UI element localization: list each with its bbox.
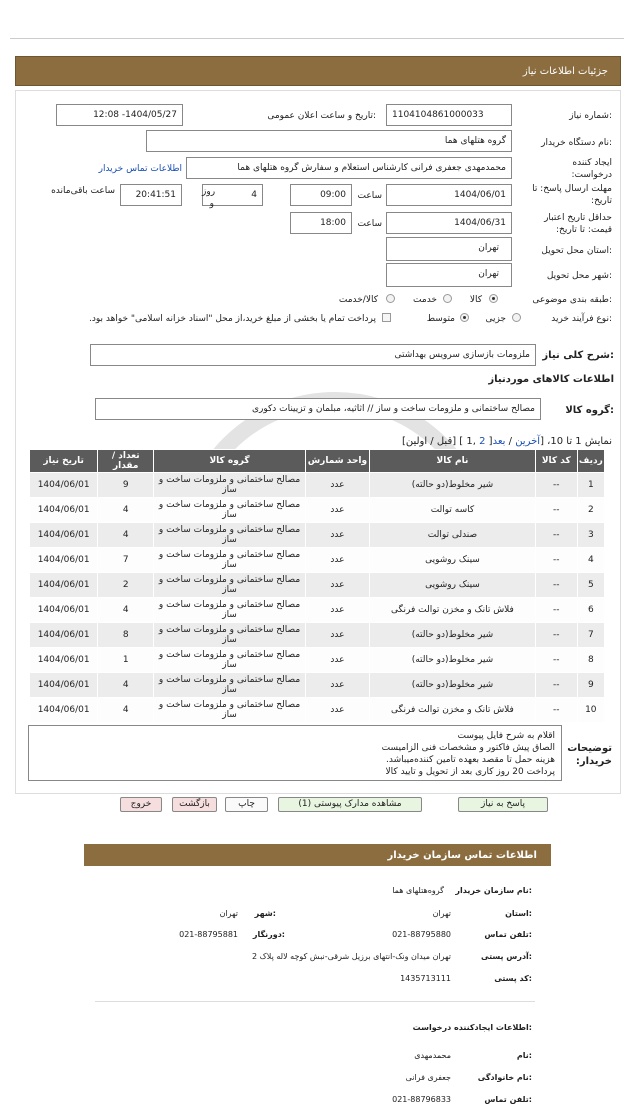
table-row [30,648,605,673]
announce-label: تاریخ و ساعت اعلان عمومی: [267,111,376,121]
item-date-cell: 1404/06/01 [30,648,98,673]
item-code-cell: -- [535,698,577,723]
item-qty-cell: 9 [98,473,154,498]
process-radio-medium[interactable] [460,313,469,322]
pagination-page2-link[interactable]: 2 [479,436,486,447]
validity-label: حداقل تاریخ اعتبار قیمت: تا تاریخ: [544,213,612,235]
pagination-last-link[interactable]: آخرین [515,436,541,447]
item-group-cell: مصالح ساختمانی و ملزومات ساخت و ساز [154,648,306,673]
item-name-cell: سینک روشویی [370,548,536,573]
item-code-cell: -- [535,473,577,498]
goods-group-label: گروه کالا: [565,405,614,416]
contact-phone-value: 021-88795880 [392,930,451,939]
province-field: تهران [386,237,512,261]
item-date-cell: 1404/06/01 [30,498,98,523]
item-code-cell: -- [535,648,577,673]
item-date-cell: 1404/06/01 [30,698,98,723]
item-code-cell: -- [535,673,577,698]
buyer-note-line: پرداخت 20 روز کاری بعد از تحویل و تایید کالا [385,767,555,777]
items-table-header [30,450,605,473]
print-button[interactable]: چاپ [225,797,268,812]
process-label: نوع فرآیند خرید: [551,314,612,324]
row-number-cell: 9 [577,673,604,698]
process-option-minor: جزیی [485,314,506,324]
row-number-cell: 1 [577,473,604,498]
province-label: استان محل تحویل: [541,246,612,256]
item-unit-cell: عدد [305,523,369,548]
item-name-cell: فلاش تانک و مخزن توالت فرنگی [370,598,536,623]
item-name-cell: کاسه توالت [370,498,536,523]
item-code-cell: -- [535,598,577,623]
city-label: شهر محل تحویل: [546,271,612,281]
category-option-service: خدمت [413,295,437,305]
deadline-date-field: 1404/06/01 [386,184,512,206]
item-group-cell: مصالح ساختمانی و ملزومات ساخت و ساز [154,698,306,723]
creator-info-title: اطلاعات ایجادکننده درخواست: [412,1023,532,1032]
item-unit-cell: عدد [305,623,369,648]
item-qty-cell: 2 [98,573,154,598]
goods-info-title: اطلاعات کالاهای موردنیاز [488,374,614,385]
item-code-cell: -- [535,623,577,648]
item-group-cell: مصالح ساختمانی و ملزومات ساخت و ساز [154,523,306,548]
item-code-cell: -- [535,548,577,573]
contact-phone-label: تلفن تماس: [484,930,532,939]
attachments-button[interactable]: مشاهده مدارک پیوستی (1) [278,797,422,812]
row-number-cell: 6 [577,598,604,623]
item-qty-cell: 4 [98,698,154,723]
col-code: کد کالا [535,450,577,473]
item-qty-cell: 4 [98,598,154,623]
row-number-cell: 8 [577,648,604,673]
contact-postal-value: 1435713111 [400,974,451,983]
creator-field: محمدمهدی جعفری فرانی کارشناس استعلام و سفارش گروه هتلهای هما [186,157,512,179]
creator-name-value: محمدمهدی [414,1051,451,1060]
item-qty-cell: 4 [98,523,154,548]
row-number-cell: 5 [577,573,604,598]
contact-city-label: شهر: [254,909,276,918]
pagination-rest: ,1 ] [قبل / اولین] [401,436,480,447]
creator-label: ایجاد کننده درخواست: [571,158,612,180]
pagination-sep: / [505,436,516,447]
contact-fax-label: دورنگار: [252,930,285,939]
pagination [402,436,612,447]
item-group-cell: مصالح ساختمانی و ملزومات ساخت و ساز [154,673,306,698]
creator-family-label: نام خانوادگی: [477,1073,532,1082]
buyer-notes-box [28,725,562,781]
col-name: نام کالا [370,450,536,473]
item-name-cell: فلاش تانک و مخزن توالت فرنگی [370,698,536,723]
table-row [30,573,605,598]
category-radio-service[interactable] [443,294,452,303]
table-row [30,623,605,648]
category-option-goods: کالا [469,295,482,305]
item-date-cell: 1404/06/01 [30,623,98,648]
item-code-cell: -- [535,573,577,598]
goods-group-field: مصالح ساختمانی و ملزومات ساخت و ساز // اثاثیه، مبلمان و تزیینات دکوری [95,398,541,420]
row-number-cell: 4 [577,548,604,573]
table-row [30,598,605,623]
item-code-cell: -- [535,498,577,523]
item-name-cell: شیر مخلوط(دو حالته) [370,673,536,698]
page-header [15,56,621,86]
buyer-contact-link[interactable]: اطلاعات تماس خریدار [98,164,182,174]
remaining-label: ساعت باقی‌مانده [51,186,115,196]
buyer-org-field: گروه هتلهای هما [146,130,512,152]
contact-org-value: گروه‌هتلهای هما [392,886,444,895]
reply-button[interactable]: پاسخ به نیاز [458,797,548,812]
days-label: روز و [202,187,216,209]
page-title: جزئیات اطلاعات نیاز [522,66,608,77]
creator-phone-label: تلفن تماس: [484,1095,532,1104]
category-radio-both[interactable] [386,294,395,303]
col-unit: واحد شمارش [305,450,369,473]
item-group-cell: مصالح ساختمانی و ملزومات ساخت و ساز [154,623,306,648]
pagination-mid: [ [485,436,493,447]
item-unit-cell: عدد [305,648,369,673]
item-date-cell: 1404/06/01 [30,523,98,548]
item-name-cell: شیر مخلوط(دو حالته) [370,648,536,673]
table-row [30,548,605,573]
deadline-time-label: ساعت [357,191,382,201]
row-number-cell: 10 [577,698,604,723]
item-group-cell: مصالح ساختمانی و ملزومات ساخت و ساز [154,548,306,573]
deadline-label: مهلت ارسال پاسخ: تا تاریخ: [532,184,612,206]
item-unit-cell: عدد [305,498,369,523]
buyer-note-line: هزینه حمل تا مقصد بعهده تامین کننده‌میباشد. [385,755,555,765]
need-number-field: 1104104861000033 [386,104,512,126]
buyer-note-line: الصاق پیش فاکتور و مشخصات فنی الزامیست [381,743,555,753]
item-qty-cell: 8 [98,623,154,648]
item-date-cell: 1404/06/01 [30,673,98,698]
payment-note: پرداخت تمام یا بخشی از مبلغ خرید،از محل "اسناد خزانه اسلامی" خواهد بود. [88,314,376,324]
item-qty-cell: 4 [98,673,154,698]
item-name-cell: صندلی توالت [370,523,536,548]
days-field: 4 [202,184,263,206]
remaining-time-field: 20:41:51 [120,184,182,206]
item-unit-cell: عدد [305,598,369,623]
items-table [29,449,605,723]
row-number-cell: 3 [577,523,604,548]
description-field: ملزومات بازسازی سرویس بهداشتی [90,344,536,366]
creator-family-value: جعفری فرانی [405,1073,451,1082]
item-date-cell: 1404/06/01 [30,598,98,623]
item-group-cell: مصالح ساختمانی و ملزومات ساخت و ساز [154,598,306,623]
pagination-prefix: نمایش 1 تا 10، [ [540,436,612,447]
table-row [30,523,605,548]
item-qty-cell: 4 [98,498,154,523]
item-date-cell: 1404/06/01 [30,548,98,573]
col-date: تاریخ نیاز [30,450,98,473]
need-number-label: شماره نیاز: [569,111,612,121]
contact-address-value: تهران میدان ونک-انتهای برزیل شرقی-نبش کوچه لاله پلاک 2 [252,952,451,961]
table-row [30,498,605,523]
contact-province-value: تهران [432,909,451,918]
buyer-notes-label: توضیحات خریدار: [567,743,612,767]
table-row [30,698,605,723]
category-radio-goods[interactable] [489,294,498,303]
validity-time-field: 18:00 [290,212,352,234]
item-unit-cell: عدد [305,698,369,723]
col-row: ردیف [577,450,604,473]
creator-name-label: نام: [516,1051,532,1060]
contact-address-label: آدرس پستی: [481,952,532,961]
creator-phone-value: 021-88796833 [392,1095,451,1104]
pagination-next-link[interactable]: بعد [492,436,506,447]
table-row [30,473,605,498]
contact-postal-label: کد پستی: [494,974,532,983]
item-unit-cell: عدد [305,548,369,573]
announce-field: 1404/05/27- 12:08 [56,104,183,126]
process-option-medium: متوسط [426,314,455,324]
validity-time-label: ساعت [357,219,382,229]
item-qty-cell: 7 [98,548,154,573]
row-number-cell: 7 [577,623,604,648]
contact-section-title: اطلاعات تماس سازمان خریدار [387,850,537,861]
treasury-checkbox[interactable] [382,313,391,322]
contact-org-label: نام سازمان خریدار: [455,886,532,895]
contact-section-header [84,844,551,866]
item-unit-cell: عدد [305,473,369,498]
item-name-cell: سینک روشویی [370,573,536,598]
row-number-cell: 2 [577,498,604,523]
col-qty: تعداد / مقدار [98,450,154,473]
contact-divider [95,1001,535,1002]
category-label: طبقه بندی موضوعی: [532,295,612,305]
description-label: شرح کلی نیاز: [542,350,614,361]
top-divider [10,38,624,39]
item-group-cell: مصالح ساختمانی و ملزومات ساخت و ساز [154,473,306,498]
contact-fax-value: 021-88795881 [179,930,238,939]
contact-city-value: تهران [219,909,238,918]
deadline-time-field: 09:00 [290,184,352,206]
process-radio-minor[interactable] [512,313,521,322]
contact-province-label: استان: [505,909,532,918]
col-group: گروه کالا [154,450,306,473]
item-date-cell: 1404/06/01 [30,473,98,498]
validity-date-field: 1404/06/31 [386,212,512,234]
item-name-cell: شیر مخلوط(دو حالته) [370,473,536,498]
buyer-note-line: اقلام به شرح فایل پیوست [457,731,555,741]
item-group-cell: مصالح ساختمانی و ملزومات ساخت و ساز [154,498,306,523]
item-group-cell: مصالح ساختمانی و ملزومات ساخت و ساز [154,573,306,598]
exit-button[interactable]: خروج [120,797,162,812]
item-date-cell: 1404/06/01 [30,573,98,598]
item-qty-cell: 1 [98,648,154,673]
back-button[interactable]: بازگشت [172,797,217,812]
item-unit-cell: عدد [305,573,369,598]
table-row [30,673,605,698]
item-name-cell: شیر مخلوط(دو حالته) [370,623,536,648]
category-option-both: کالا/خدمت [338,295,378,305]
item-unit-cell: عدد [305,673,369,698]
city-field: تهران [386,263,512,287]
item-code-cell: -- [535,523,577,548]
buyer-org-label: نام دستگاه خریدار: [541,138,612,148]
